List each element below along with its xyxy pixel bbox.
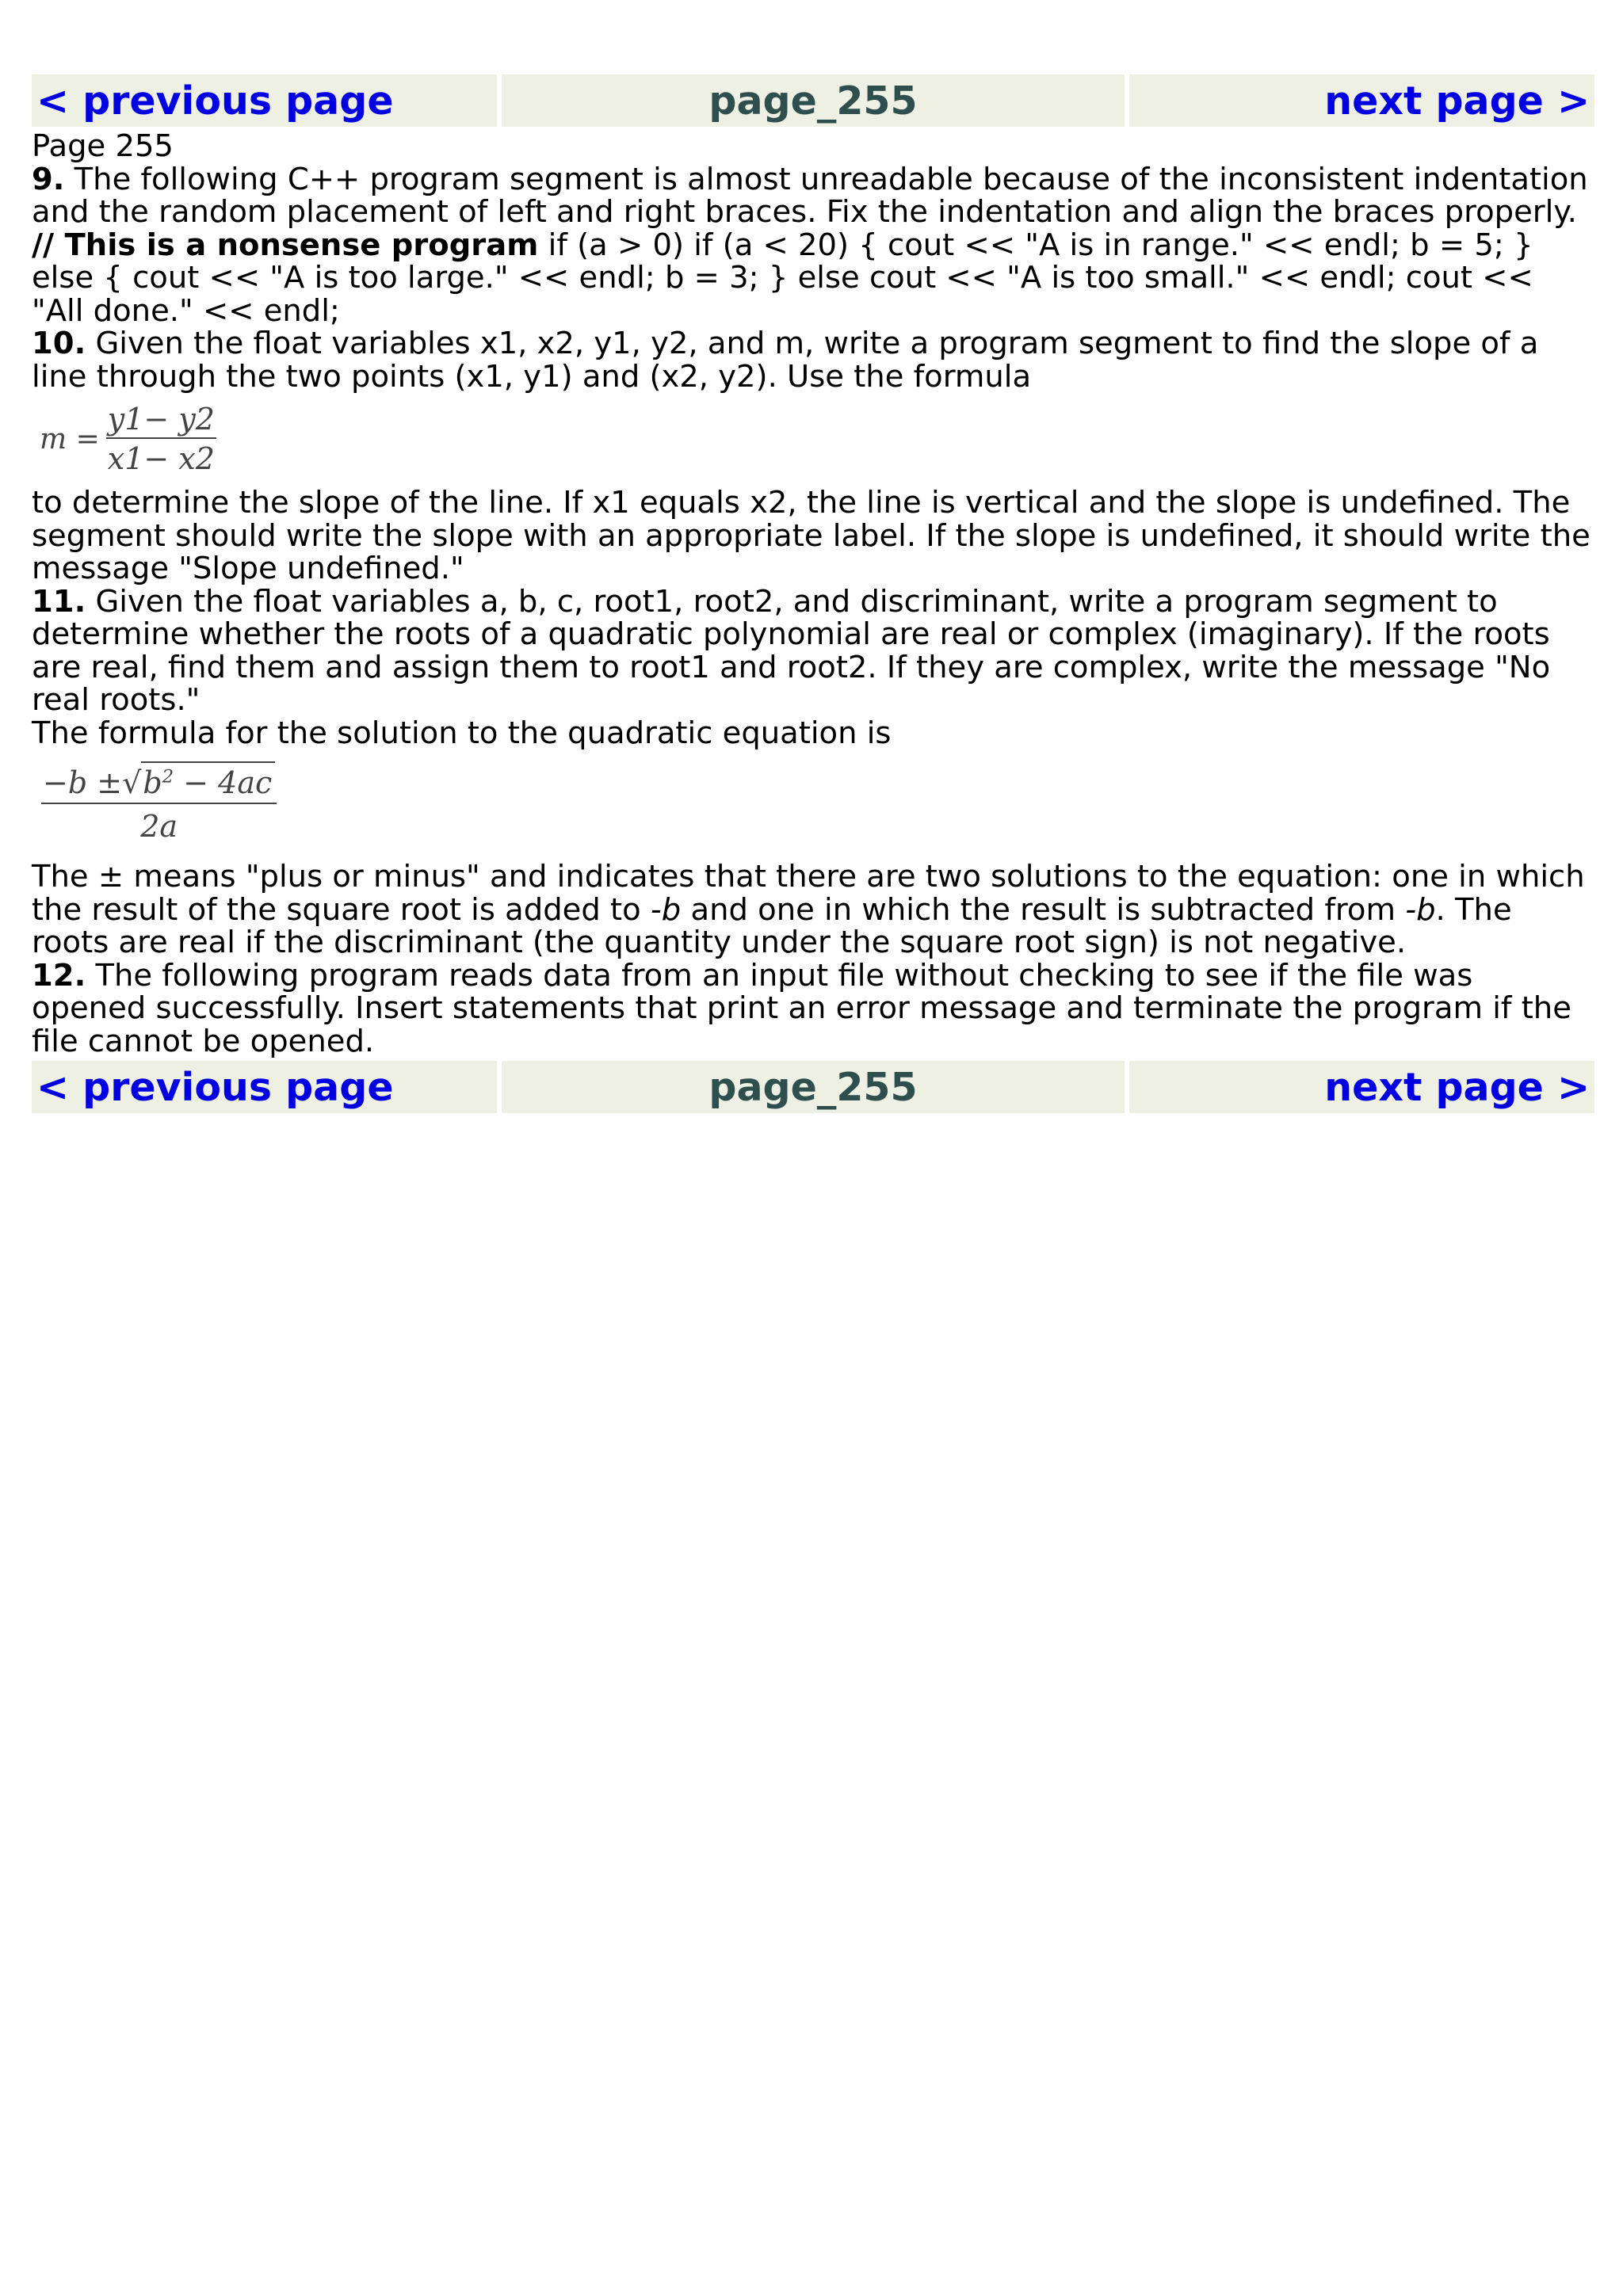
radicand (141, 761, 275, 803)
slope-formula (32, 393, 1594, 486)
bottom-next-cell (1129, 1061, 1594, 1113)
page-container (32, 74, 1594, 1113)
radicand-base: b (143, 765, 162, 800)
question-12 (32, 959, 1594, 1058)
radicand-exponent: 2 (162, 766, 174, 788)
top-nav-bar (32, 74, 1594, 127)
code-comment: // This is a nonsense program (32, 227, 539, 263)
radicand-rest: − 4ac (174, 765, 273, 800)
quadratic-num-pre: −b ± (43, 765, 123, 800)
bottom-page-label: page_255 (502, 1061, 1125, 1113)
question-10-text: Given the float variables x1, x2, y1, y2, and m, write a program segment to find the slope of a line through the two points (x1, y1) and (x2, y2). Use the formula (32, 326, 1539, 395)
page-content (32, 127, 1594, 1061)
bottom-prev-cell (32, 1061, 497, 1113)
question-9-code (32, 229, 1594, 328)
after-text-3: . The roots are real if the discriminant (the quantity under the square root sign) is not negative. (32, 891, 1512, 960)
question-9-number: 9. (32, 161, 65, 197)
quadratic-fraction (41, 761, 277, 849)
top-prev-cell (32, 74, 497, 127)
after-minus-b-2: -b (1405, 891, 1436, 928)
square-root (122, 761, 275, 803)
radical-sign-icon: √ (122, 765, 142, 800)
quadratic-denominator: 2a (140, 809, 178, 844)
top-page-label: page_255 (502, 74, 1125, 127)
question-10-number: 10. (32, 326, 86, 361)
quadratic-numerator (41, 761, 277, 803)
question-11-formula-intro: The formula for the solution to the quadratic equation is (32, 715, 892, 751)
after-minus-b-1: -b (650, 891, 682, 928)
question-9 (32, 163, 1594, 229)
question-11 (32, 585, 1594, 717)
top-previous-page-link[interactable]: < previous page (36, 78, 394, 124)
after-text-1: The ± means "plus or minus" and indicates that there are two solutions to the equation: one in which the result of the square root is added to (32, 859, 1585, 928)
bottom-previous-page-link[interactable]: < previous page (36, 1064, 394, 1110)
slope-formula-lhs: m = (40, 423, 100, 456)
slope-denominator: x1− x2 (107, 441, 215, 476)
slope-fraction (106, 401, 216, 479)
question-9-text: The following C++ program segment is almost unreadable because of the inconsistent indentation and the random placement of left and right braces. Fix the indentation and align the braces properly. (32, 161, 1588, 230)
question-11-text: Given the float variables a, b, c, root1, root2, and discriminant, write a program segment to determine whether the roots of a quadratic polynomial are real or complex (imaginary). If the roots are real, find them and assign them to root1 and root2. If they are complex, write the message "No real roots." (32, 583, 1551, 718)
question-12-number: 12. (32, 957, 86, 994)
bottom-nav-bar (32, 1061, 1594, 1113)
slope-numerator: y1− y2 (107, 402, 215, 437)
question-10 (32, 327, 1594, 393)
bottom-next-page-link[interactable]: next page > (1324, 1064, 1591, 1110)
question-10-after: to determine the slope of the line. If x1 equals x2, the line is vertical and the slope is undefined. The segment should write the slope with an appropriate label. If the slope is undefined, it should write the message "Slope undefined." (32, 485, 1591, 586)
after-text-2: and one in which the result is subtracted from (681, 891, 1406, 928)
question-12-text: The following program reads data from an input file without checking to see if the file was opened successfully. Insert statements that print an error message and terminate the program if the file cannot be opened. (32, 957, 1571, 1059)
question-11-number: 11. (32, 583, 86, 620)
question-11-after (32, 860, 1594, 959)
quadratic-formula (32, 749, 1594, 860)
top-next-cell (1129, 74, 1594, 127)
code-text: if (a > 0) if (a < 20) { cout << "A is in range." << endl; b = 5; } else { cout << "A is too large." << endl; b = 3; } else cout << "A is too small." << endl; cout << "All done." << endl; (32, 227, 1533, 329)
page-heading: Page 255 (32, 128, 174, 164)
top-next-page-link[interactable]: next page > (1324, 78, 1591, 124)
